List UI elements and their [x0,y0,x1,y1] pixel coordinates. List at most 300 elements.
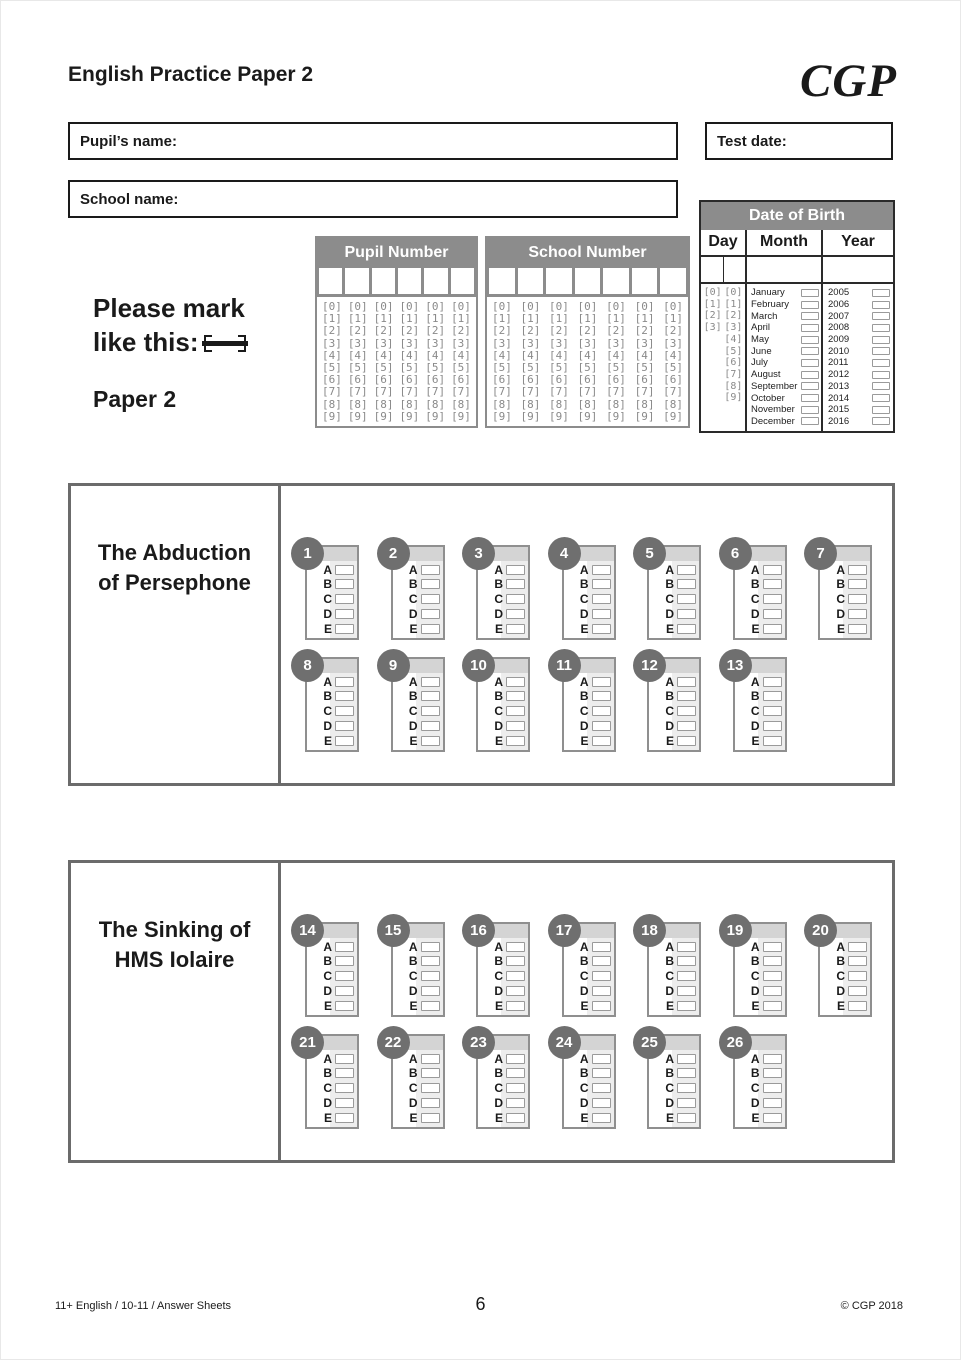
answer-checkbox[interactable] [763,736,782,746]
school-number-digit-mark[interactable]: [7] [634,385,655,399]
month-checkbox[interactable] [801,382,819,390]
answer-checkbox[interactable] [506,691,525,701]
pupil-number-digit-mark[interactable]: [3] [373,336,394,350]
pupil-number-digit-mark[interactable]: [9] [451,409,471,423]
answer-checkbox[interactable] [677,594,696,604]
school-number-digit-mark[interactable]: [6] [634,373,655,387]
dob-day-digit-mark[interactable]: [2] [703,310,722,322]
month-checkbox[interactable] [801,371,819,379]
year-checkbox[interactable] [872,371,890,379]
year-checkbox[interactable] [872,394,890,402]
pupil-number-write-box[interactable] [424,268,447,294]
pupil-number-digit-mark[interactable]: [3] [425,336,446,350]
answer-checkbox[interactable] [848,565,867,575]
pupil-number-digit-mark[interactable]: [1] [425,312,446,326]
pupil-number-digit-mark[interactable]: [2] [347,324,368,338]
answer-checkbox[interactable] [592,624,611,634]
answer-checkbox[interactable] [677,956,696,966]
answer-checkbox[interactable] [506,624,525,634]
school-number-digit-mark[interactable]: [4] [549,348,569,362]
dob-day-digit-mark[interactable]: [5] [724,345,743,357]
school-number-digit-mark[interactable]: [5] [663,361,683,375]
answer-checkbox[interactable] [592,1098,611,1108]
school-number-digit-mark[interactable]: [9] [549,409,569,423]
answer-checkbox[interactable] [592,721,611,731]
answer-checkbox[interactable] [506,579,525,589]
pupil-number-digit-mark[interactable]: [9] [373,409,394,423]
pupil-number-digit-mark[interactable]: [6] [451,373,471,387]
dob-day-digit-mark[interactable]: [3] [703,322,722,334]
school-number-digit-mark[interactable]: [0] [606,300,626,313]
school-number-digit-mark[interactable]: [1] [577,312,598,326]
answer-checkbox[interactable] [848,986,867,996]
answer-checkbox[interactable] [763,1001,782,1011]
pupil-number-digit-mark[interactable]: [9] [347,409,368,423]
pupil-number-digit-mark[interactable]: [7] [347,385,368,399]
pupil-number-digit-mark[interactable]: [2] [399,324,420,338]
school-number-digit-mark[interactable]: [1] [520,312,541,326]
answer-checkbox[interactable] [506,956,525,966]
school-number-digit-mark[interactable]: [9] [577,409,598,423]
answer-checkbox[interactable] [506,594,525,604]
answer-checkbox[interactable] [677,721,696,731]
answer-checkbox[interactable] [506,1098,525,1108]
school-number-digit-mark[interactable]: [5] [492,361,512,375]
answer-checkbox[interactable] [592,565,611,575]
pupil-number-digit-mark[interactable]: [6] [399,373,420,387]
school-number-digit-mark[interactable]: [2] [577,324,598,338]
school-number-digit-mark[interactable]: [0] [577,300,598,313]
dob-day-write-box-2[interactable] [724,257,746,282]
dob-day-write-box-1[interactable] [701,257,724,282]
school-number-write-box[interactable] [632,268,658,294]
school-number-digit-mark[interactable]: [6] [577,373,598,387]
answer-checkbox[interactable] [763,1054,782,1064]
school-number-digit-mark[interactable]: [3] [492,336,512,350]
school-number-digit-mark[interactable]: [4] [634,348,655,362]
pupil-number-write-box[interactable] [319,268,342,294]
answer-checkbox[interactable] [592,986,611,996]
school-number-digit-mark[interactable]: [6] [663,373,683,387]
pupil-number-digit-mark[interactable]: [3] [399,336,420,350]
pupil-number-write-box[interactable] [451,268,474,294]
answer-checkbox[interactable] [763,986,782,996]
school-number-digit-mark[interactable]: [5] [634,361,655,375]
dob-day-digit-mark[interactable]: [7] [724,368,743,380]
answer-checkbox[interactable] [335,736,354,746]
answer-checkbox[interactable] [335,579,354,589]
answer-checkbox[interactable] [506,971,525,981]
pupil-number-digit-mark[interactable]: [2] [373,324,394,338]
answer-checkbox[interactable] [677,579,696,589]
answer-checkbox[interactable] [506,986,525,996]
school-number-digit-mark[interactable]: [7] [606,385,626,399]
pupil-number-digit-mark[interactable]: [0] [322,300,342,313]
school-number-digit-mark[interactable]: [9] [634,409,655,423]
answer-checkbox[interactable] [335,971,354,981]
pupil-number-digit-mark[interactable]: [7] [425,385,446,399]
month-checkbox[interactable] [801,289,819,297]
answer-checkbox[interactable] [763,1068,782,1078]
pupil-number-digit-mark[interactable]: [4] [373,348,394,362]
school-number-digit-mark[interactable]: [2] [634,324,655,338]
year-checkbox[interactable] [872,382,890,390]
pupil-number-digit-mark[interactable]: [7] [373,385,394,399]
answer-checkbox[interactable] [763,579,782,589]
pupil-number-digit-mark[interactable]: [1] [322,312,342,326]
school-number-digit-mark[interactable]: [1] [492,312,512,326]
month-checkbox[interactable] [801,336,819,344]
school-number-digit-mark[interactable]: [1] [549,312,569,326]
school-number-write-box[interactable] [660,268,686,294]
school-number-digit-mark[interactable]: [2] [663,324,683,338]
dob-day-digit-mark[interactable]: [0] [724,287,743,298]
school-number-digit-mark[interactable]: [8] [577,397,598,411]
school-number-digit-mark[interactable]: [7] [577,385,598,399]
answer-checkbox[interactable] [763,1083,782,1093]
answer-checkbox[interactable] [763,1113,782,1123]
pupil-number-digit-mark[interactable]: [8] [347,397,368,411]
answer-checkbox[interactable] [506,565,525,575]
answer-checkbox[interactable] [421,691,440,701]
pupil-number-digit-mark[interactable]: [6] [322,373,342,387]
month-checkbox[interactable] [801,347,819,355]
school-number-digit-mark[interactable]: [3] [577,336,598,350]
answer-checkbox[interactable] [677,942,696,952]
pupil-number-write-box[interactable] [345,268,368,294]
school-number-digit-mark[interactable]: [5] [549,361,569,375]
school-number-digit-mark[interactable]: [6] [549,373,569,387]
school-number-digit-mark[interactable]: [0] [634,300,655,313]
dob-day-digit-mark[interactable]: [6] [724,357,743,369]
answer-checkbox[interactable] [677,971,696,981]
answer-checkbox[interactable] [763,721,782,731]
school-number-digit-mark[interactable]: [8] [634,397,655,411]
answer-checkbox[interactable] [335,1068,354,1078]
school-number-digit-mark[interactable]: [6] [520,373,541,387]
answer-checkbox[interactable] [848,624,867,634]
answer-checkbox[interactable] [592,736,611,746]
answer-checkbox[interactable] [421,956,440,966]
answer-checkbox[interactable] [763,706,782,716]
answer-checkbox[interactable] [421,721,440,731]
answer-checkbox[interactable] [677,1083,696,1093]
answer-checkbox[interactable] [848,579,867,589]
pupil-number-digit-mark[interactable]: [5] [322,361,342,375]
answer-checkbox[interactable] [335,1083,354,1093]
answer-checkbox[interactable] [335,677,354,687]
answer-checkbox[interactable] [335,594,354,604]
answer-checkbox[interactable] [848,942,867,952]
answer-checkbox[interactable] [335,1113,354,1123]
answer-checkbox[interactable] [421,1098,440,1108]
pupil-name-field[interactable] [68,122,678,160]
school-number-digit-mark[interactable]: [9] [492,409,512,423]
answer-checkbox[interactable] [763,971,782,981]
answer-checkbox[interactable] [763,691,782,701]
pupil-number-digit-mark[interactable]: [2] [322,324,342,338]
answer-checkbox[interactable] [677,1098,696,1108]
month-checkbox[interactable] [801,417,819,425]
school-number-write-box[interactable] [603,268,629,294]
answer-checkbox[interactable] [677,736,696,746]
answer-checkbox[interactable] [763,565,782,575]
school-name-field[interactable] [68,180,678,218]
school-number-digit-mark[interactable]: [8] [520,397,541,411]
answer-checkbox[interactable] [763,1098,782,1108]
answer-checkbox[interactable] [421,677,440,687]
pupil-number-digit-mark[interactable]: [0] [425,300,446,313]
pupil-number-digit-mark[interactable]: [4] [399,348,420,362]
month-checkbox[interactable] [801,324,819,332]
answer-checkbox[interactable] [677,1113,696,1123]
answer-checkbox[interactable] [506,721,525,731]
dob-month-write-box[interactable] [747,257,823,282]
school-number-digit-mark[interactable]: [9] [606,409,626,423]
school-number-digit-mark[interactable]: [8] [549,397,569,411]
school-number-digit-mark[interactable]: [3] [520,336,541,350]
pupil-number-digit-mark[interactable]: [3] [451,336,471,350]
answer-checkbox[interactable] [421,624,440,634]
pupil-number-digit-mark[interactable]: [1] [399,312,420,326]
pupil-number-digit-mark[interactable]: [7] [451,385,471,399]
answer-checkbox[interactable] [592,956,611,966]
school-number-digit-mark[interactable]: [1] [634,312,655,326]
dob-day-digit-mark[interactable]: [8] [724,380,743,392]
answer-checkbox[interactable] [506,1113,525,1123]
school-number-digit-mark[interactable]: [3] [634,336,655,350]
school-number-digit-mark[interactable]: [4] [606,348,626,362]
dob-day-digit-mark[interactable]: [9] [724,392,743,404]
answer-checkbox[interactable] [677,624,696,634]
answer-checkbox[interactable] [592,1054,611,1064]
answer-checkbox[interactable] [592,1001,611,1011]
pupil-number-digit-mark[interactable]: [5] [399,361,420,375]
school-number-digit-mark[interactable]: [2] [520,324,541,338]
answer-checkbox[interactable] [335,565,354,575]
school-number-digit-mark[interactable]: [3] [549,336,569,350]
answer-checkbox[interactable] [421,594,440,604]
answer-checkbox[interactable] [763,609,782,619]
school-number-digit-mark[interactable]: [3] [663,336,683,350]
pupil-number-digit-mark[interactable]: [2] [425,324,446,338]
month-checkbox[interactable] [801,406,819,414]
school-number-digit-mark[interactable]: [9] [663,409,683,423]
pupil-number-digit-mark[interactable]: [0] [451,300,471,313]
pupil-number-digit-mark[interactable]: [8] [322,397,342,411]
pupil-number-digit-mark[interactable]: [4] [347,348,368,362]
answer-checkbox[interactable] [421,736,440,746]
pupil-number-digit-mark[interactable]: [5] [451,361,471,375]
answer-checkbox[interactable] [421,986,440,996]
answer-checkbox[interactable] [592,942,611,952]
school-number-digit-mark[interactable]: [4] [492,348,512,362]
school-number-digit-mark[interactable]: [6] [606,373,626,387]
month-checkbox[interactable] [801,394,819,402]
pupil-number-digit-mark[interactable]: [5] [425,361,446,375]
school-number-digit-mark[interactable]: [2] [549,324,569,338]
answer-checkbox[interactable] [421,942,440,952]
answer-checkbox[interactable] [848,971,867,981]
answer-checkbox[interactable] [335,986,354,996]
pupil-number-digit-mark[interactable]: [4] [451,348,471,362]
answer-checkbox[interactable] [848,956,867,966]
answer-checkbox[interactable] [592,691,611,701]
school-number-write-box[interactable] [546,268,572,294]
answer-checkbox[interactable] [506,1001,525,1011]
dob-day-digit-mark[interactable]: [2] [724,310,743,322]
pupil-number-digit-mark[interactable]: [1] [347,312,368,326]
school-number-digit-mark[interactable]: [5] [577,361,598,375]
year-checkbox[interactable] [872,359,890,367]
answer-checkbox[interactable] [592,1068,611,1078]
answer-checkbox[interactable] [677,986,696,996]
answer-checkbox[interactable] [421,579,440,589]
answer-checkbox[interactable] [763,624,782,634]
pupil-number-digit-mark[interactable]: [6] [347,373,368,387]
answer-checkbox[interactable] [848,609,867,619]
answer-checkbox[interactable] [677,677,696,687]
school-number-digit-mark[interactable]: [4] [663,348,683,362]
school-number-digit-mark[interactable]: [3] [606,336,626,350]
pupil-number-digit-mark[interactable]: [7] [399,385,420,399]
answer-checkbox[interactable] [506,942,525,952]
answer-checkbox[interactable] [592,1083,611,1093]
school-number-digit-mark[interactable]: [6] [492,373,512,387]
answer-checkbox[interactable] [421,706,440,716]
pupil-number-digit-mark[interactable]: [4] [322,348,342,362]
answer-checkbox[interactable] [506,609,525,619]
answer-checkbox[interactable] [677,609,696,619]
pupil-number-digit-mark[interactable]: [2] [451,324,471,338]
pupil-number-digit-mark[interactable]: [7] [322,385,342,399]
year-checkbox[interactable] [872,289,890,297]
answer-checkbox[interactable] [335,1098,354,1108]
year-checkbox[interactable] [872,336,890,344]
school-number-write-box[interactable] [489,268,515,294]
answer-checkbox[interactable] [335,942,354,952]
dob-year-write-box[interactable] [823,257,893,282]
pupil-number-digit-mark[interactable]: [0] [399,300,420,313]
pupil-number-digit-mark[interactable]: [1] [373,312,394,326]
year-checkbox[interactable] [872,417,890,425]
dob-day-digit-mark[interactable]: [4] [724,333,743,345]
school-number-digit-mark[interactable]: [1] [663,312,683,326]
school-number-digit-mark[interactable]: [2] [606,324,626,338]
answer-checkbox[interactable] [421,971,440,981]
dob-day-digit-mark[interactable]: [1] [724,298,743,310]
year-checkbox[interactable] [872,347,890,355]
answer-checkbox[interactable] [592,971,611,981]
pupil-number-digit-mark[interactable]: [8] [451,397,471,411]
month-checkbox[interactable] [801,359,819,367]
answer-checkbox[interactable] [421,1083,440,1093]
answer-checkbox[interactable] [592,594,611,604]
school-number-digit-mark[interactable]: [0] [520,300,541,313]
answer-checkbox[interactable] [421,1054,440,1064]
dob-day-digit-mark[interactable]: [1] [703,298,722,310]
school-number-digit-mark[interactable]: [0] [663,300,683,313]
school-number-digit-mark[interactable]: [5] [606,361,626,375]
answer-checkbox[interactable] [848,1001,867,1011]
answer-checkbox[interactable] [335,624,354,634]
month-checkbox[interactable] [801,312,819,320]
year-checkbox[interactable] [872,301,890,309]
pupil-number-digit-mark[interactable]: [0] [373,300,394,313]
school-number-write-box[interactable] [518,268,544,294]
school-number-digit-mark[interactable]: [4] [520,348,541,362]
pupil-number-digit-mark[interactable]: [3] [347,336,368,350]
school-number-digit-mark[interactable]: [8] [606,397,626,411]
answer-checkbox[interactable] [506,1054,525,1064]
school-number-digit-mark[interactable]: [0] [549,300,569,313]
answer-checkbox[interactable] [677,1001,696,1011]
answer-checkbox[interactable] [763,677,782,687]
pupil-number-write-box[interactable] [372,268,395,294]
answer-checkbox[interactable] [506,1068,525,1078]
answer-checkbox[interactable] [421,1001,440,1011]
year-checkbox[interactable] [872,324,890,332]
school-number-digit-mark[interactable]: [8] [663,397,683,411]
answer-checkbox[interactable] [506,677,525,687]
pupil-number-digit-mark[interactable]: [8] [373,397,394,411]
answer-checkbox[interactable] [421,565,440,575]
month-checkbox[interactable] [801,301,819,309]
answer-checkbox[interactable] [335,1054,354,1064]
pupil-number-digit-mark[interactable]: [5] [373,361,394,375]
year-checkbox[interactable] [872,406,890,414]
answer-checkbox[interactable] [506,736,525,746]
answer-checkbox[interactable] [677,565,696,575]
school-number-digit-mark[interactable]: [2] [492,324,512,338]
school-number-digit-mark[interactable]: [5] [520,361,541,375]
year-checkbox[interactable] [872,312,890,320]
school-number-write-box[interactable] [575,268,601,294]
answer-checkbox[interactable] [848,594,867,604]
answer-checkbox[interactable] [592,1113,611,1123]
pupil-number-digit-mark[interactable]: [8] [399,397,420,411]
school-number-digit-mark[interactable]: [1] [606,312,626,326]
answer-checkbox[interactable] [335,609,354,619]
pupil-number-digit-mark[interactable]: [6] [373,373,394,387]
answer-checkbox[interactable] [763,942,782,952]
answer-checkbox[interactable] [335,721,354,731]
pupil-number-digit-mark[interactable]: [9] [399,409,420,423]
pupil-number-digit-mark[interactable]: [4] [425,348,446,362]
school-number-digit-mark[interactable]: [8] [492,397,512,411]
answer-checkbox[interactable] [335,691,354,701]
answer-checkbox[interactable] [335,956,354,966]
school-number-digit-mark[interactable]: [7] [549,385,569,399]
answer-checkbox[interactable] [592,706,611,716]
answer-checkbox[interactable] [763,594,782,604]
school-number-digit-mark[interactable]: [0] [492,300,512,313]
answer-checkbox[interactable] [421,1068,440,1078]
answer-checkbox[interactable] [763,956,782,966]
answer-checkbox[interactable] [506,706,525,716]
school-number-digit-mark[interactable]: [9] [520,409,541,423]
answer-checkbox[interactable] [506,1083,525,1093]
school-number-digit-mark[interactable]: [7] [663,385,683,399]
pupil-number-digit-mark[interactable]: [0] [347,300,368,313]
answer-checkbox[interactable] [677,1068,696,1078]
school-number-digit-mark[interactable]: [4] [577,348,598,362]
school-number-digit-mark[interactable]: [7] [520,385,541,399]
test-date-field[interactable] [705,122,893,160]
answer-checkbox[interactable] [421,609,440,619]
answer-checkbox[interactable] [592,579,611,589]
dob-day-digit-mark[interactable]: [3] [724,322,743,334]
